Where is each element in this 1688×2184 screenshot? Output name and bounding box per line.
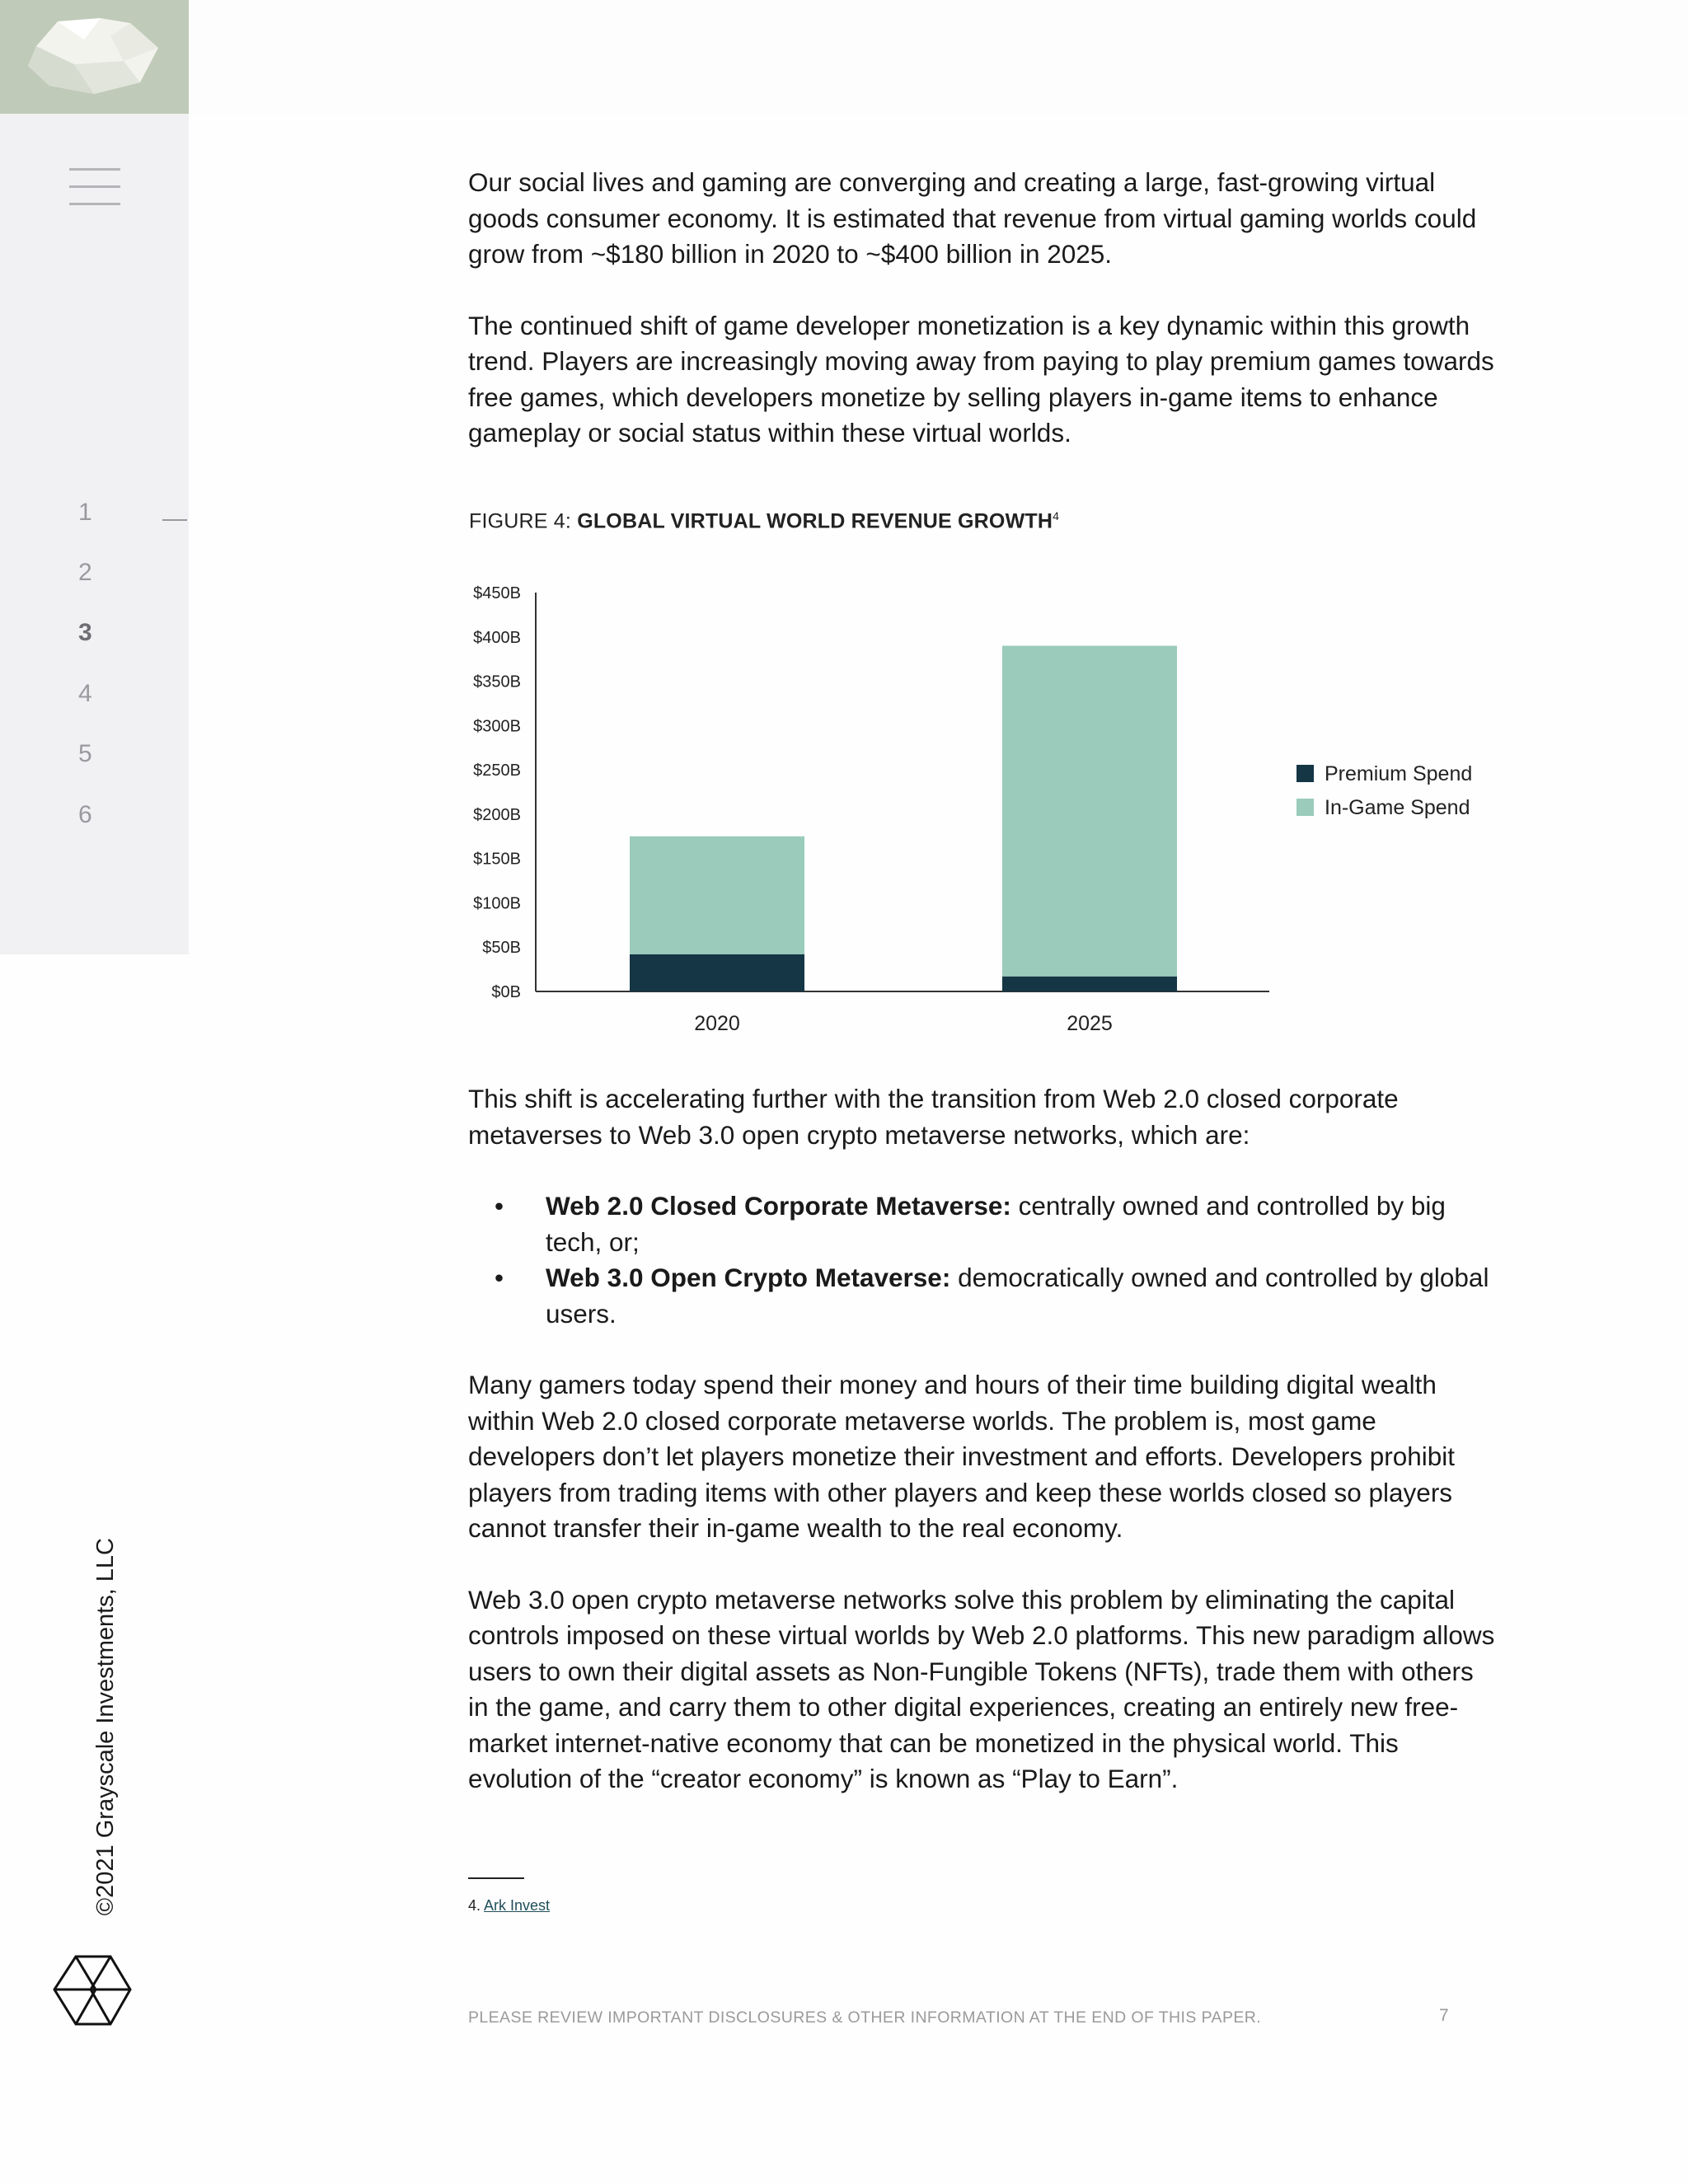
legend-label: In-Game Spend bbox=[1325, 796, 1470, 819]
page-nav-1[interactable]: 1 bbox=[78, 499, 92, 526]
legend-swatch bbox=[1296, 799, 1314, 816]
figure-prefix: FIGURE 4: bbox=[469, 509, 578, 533]
paragraph-intro: Our social lives and gaming are converging and creating a large, fast-growing virtual goods consumer economy. It is estimated that revenue from virtual gaming worlds could grow from ~$180 billion in 2020 to ~$400 billion in 2025. bbox=[468, 167, 1477, 269]
footer-disclaimer: PLEASE REVIEW IMPORTANT DISCLOSURES & OTHER INFORMATION AT THE END OF THIS PAPER. bbox=[468, 2008, 1262, 2027]
main-content bbox=[468, 165, 1498, 452]
main-content-lower bbox=[468, 1081, 1498, 1797]
brand-logo-box[interactable] bbox=[0, 0, 189, 114]
revenue-chart bbox=[462, 577, 1484, 1047]
footnote-divider bbox=[468, 1877, 524, 1879]
figure-footnote-ref: 4 bbox=[1053, 509, 1060, 523]
bullet-term: Web 3.0 Open Crypto Metaverse: bbox=[546, 1263, 951, 1292]
page-nav-4[interactable]: 4 bbox=[78, 680, 92, 707]
y-tick-label: $250B bbox=[473, 762, 521, 780]
bar-in-game-spend-2020 bbox=[630, 837, 804, 954]
y-tick-label: $0B bbox=[491, 983, 521, 1001]
footnote bbox=[468, 1897, 550, 1915]
list-item bbox=[468, 1260, 1498, 1332]
menu-icon[interactable] bbox=[69, 168, 120, 208]
figure-title-text: GLOBAL VIRTUAL WORLD REVENUE GROWTH bbox=[577, 509, 1053, 533]
list-item bbox=[468, 1188, 1498, 1260]
x-tick-label: 2025 bbox=[1067, 1012, 1113, 1035]
y-tick-label: $150B bbox=[473, 850, 521, 869]
bar-premium-spend-2025 bbox=[1002, 977, 1177, 991]
paragraph-problem: Many gamers today spend their money and hours of their time building digital wealth within Web 2.0 closed corporate metaverse worlds. The problem is, most game developers don’t let players monetize their investment and efforts. Developers prohibit players from trading items with other players and keep these worlds closed so players cannot transfer their in-game wealth to the real economy. bbox=[468, 1370, 1456, 1543]
paragraph-solution: Web 3.0 open crypto metaverse networks solve this problem by eliminating the capital controls imposed on these virtual worlds by Web 2.0 platforms. This new paradigm allows users to own their digital assets as Non-Fungible Tokens (NFTs), trade them with others in the game, and carry them to other digital experiences, creating an entirely new free-market internet-native economy that can be monetized in the physical world. This evolution of the “creator economy” is known as “Play to Earn”. bbox=[468, 1584, 1495, 1793]
legend-swatch bbox=[1296, 765, 1314, 782]
y-tick-label: $50B bbox=[482, 939, 521, 958]
y-tick-label: $350B bbox=[473, 673, 521, 691]
rock-logo-icon bbox=[25, 15, 163, 97]
page-nav-3[interactable]: 3 bbox=[78, 619, 92, 646]
bar-in-game-spend-2025 bbox=[1002, 646, 1177, 977]
y-tick-label: $450B bbox=[473, 584, 521, 602]
legend-label: Premium Spend bbox=[1325, 762, 1473, 785]
page-nav-2[interactable]: 2 bbox=[78, 559, 92, 586]
grayscale-logo-icon bbox=[51, 1953, 134, 2027]
page-nav-5[interactable]: 5 bbox=[78, 740, 92, 767]
y-tick-label: $100B bbox=[473, 894, 521, 913]
footnote-source-link[interactable]: Ark Invest bbox=[484, 1897, 551, 1914]
figure-title bbox=[469, 509, 1059, 533]
x-tick-label: 2020 bbox=[694, 1012, 740, 1035]
paragraph-transition: This shift is accelerating further with the transition from Web 2.0 closed corporate metaverses to Web 3.0 open crypto metaverse networks, which are: bbox=[468, 1084, 1399, 1150]
bar-premium-spend-2020 bbox=[630, 954, 804, 991]
y-tick-label: $300B bbox=[473, 717, 521, 736]
top-bar bbox=[0, 0, 1688, 114]
bullet-text: centrally owned and controlled by big tech, or; bbox=[546, 1191, 1446, 1257]
active-page-indicator bbox=[162, 519, 187, 521]
y-tick-label: $200B bbox=[473, 805, 521, 824]
bullet-term: Web 2.0 Closed Corporate Metaverse: bbox=[546, 1191, 1011, 1221]
paragraph-monetization: The continued shift of game developer monetization is a key dynamic within this growth trend. Players are increasingly moving away from paying to play premium games towards free games, which developers monetize by selling players in-game items to enhance gameplay or social status within these virtual worlds. bbox=[468, 310, 1494, 448]
y-tick-label: $400B bbox=[473, 628, 521, 647]
page-number: 7 bbox=[1439, 2006, 1449, 2025]
copyright-text: ©2021 Grayscale Investments, LLC bbox=[92, 1538, 119, 1916]
bullet-text: democratically owned and controlled by global users. bbox=[546, 1263, 1489, 1329]
page-nav-6[interactable]: 6 bbox=[78, 801, 92, 828]
metaverse-list bbox=[468, 1188, 1498, 1332]
footnote-number: 4. bbox=[468, 1897, 485, 1914]
